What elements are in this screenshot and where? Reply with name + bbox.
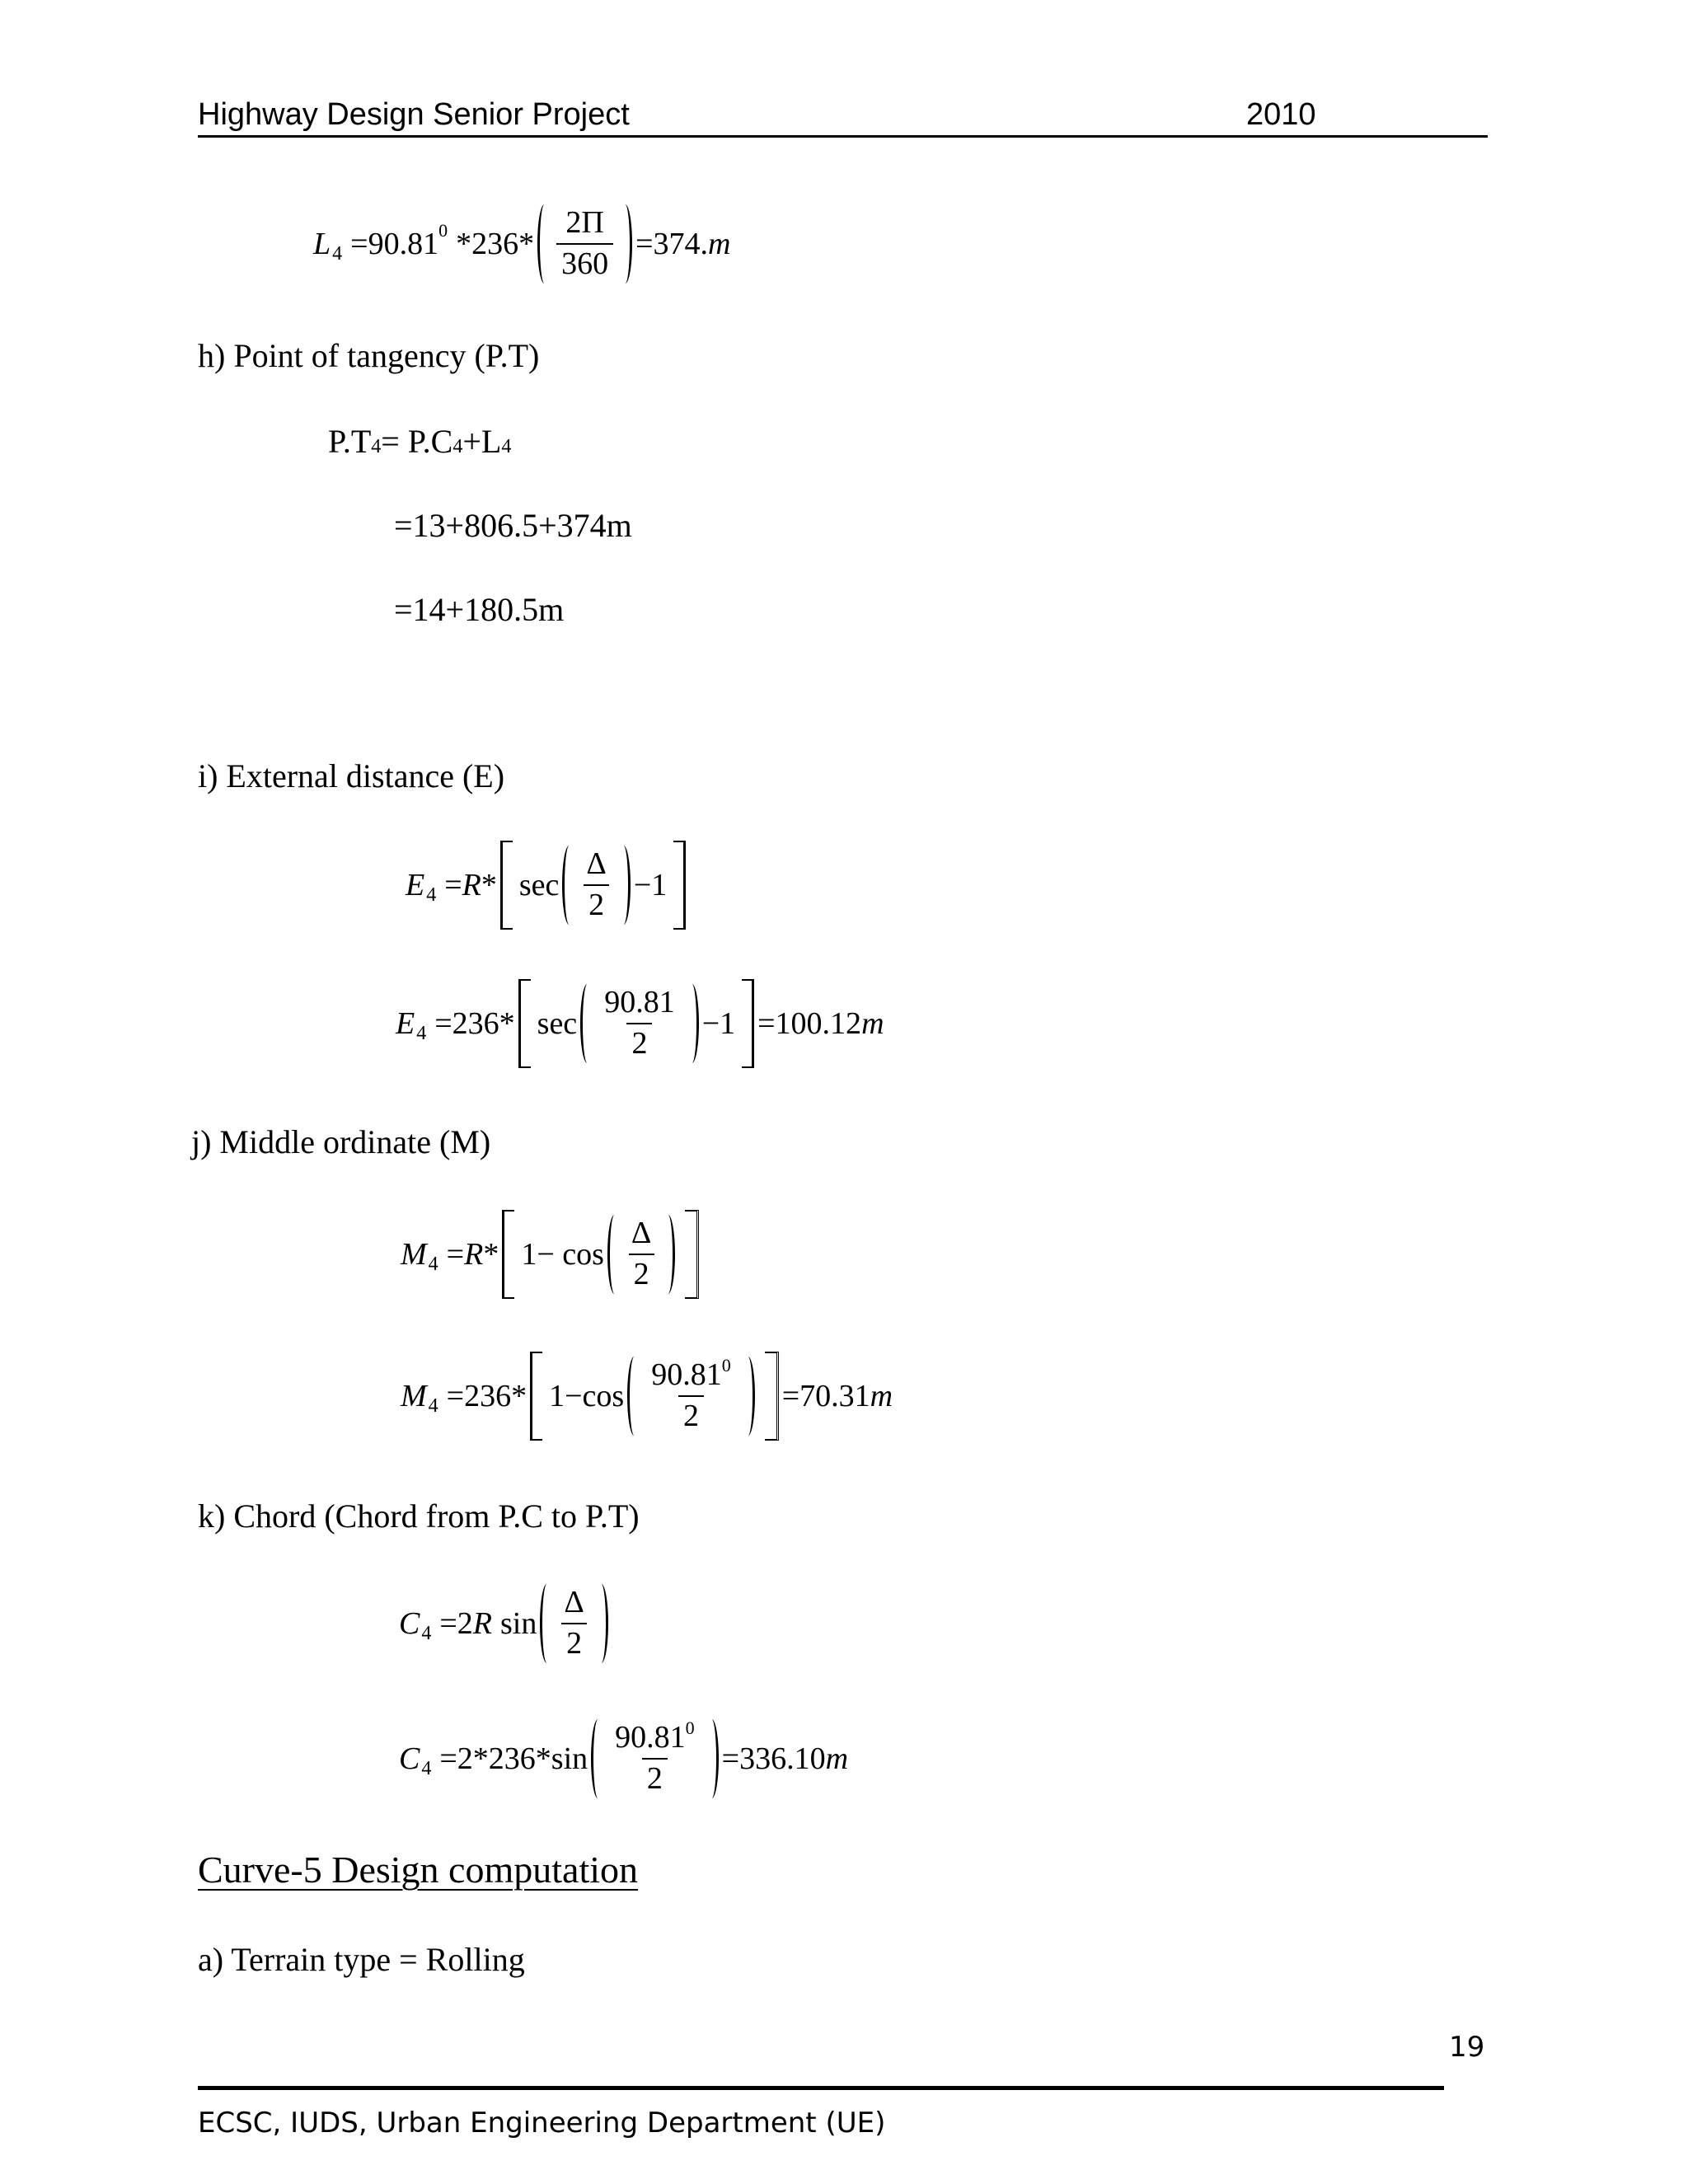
right-bracket bbox=[673, 841, 686, 930]
header-year: 2010 bbox=[1246, 97, 1316, 132]
equation-e4-numeric: E 4 =236* sec $\frac{90.81}{2}$ −1 =100.12 m bbox=[396, 979, 884, 1068]
section-j-title: j) Middle ordinate (M) bbox=[191, 1123, 491, 1160]
section-h-title: h) Point of tangency (P.T) bbox=[198, 337, 540, 374]
equation-m4-general: M 4 = R * 1− cos $\frac{\Delta}{2}$ bbox=[401, 1210, 702, 1299]
fraction: $\frac{2\Pi}{360}$ bbox=[556, 207, 613, 281]
equation-e4-general: E 4 = R * sec $\frac{\Delta}{2}$ −1 bbox=[406, 841, 689, 930]
right-paren bbox=[618, 204, 632, 284]
pt4-line3: =14+180.5m bbox=[394, 591, 565, 628]
equation-c4-general: C 4 =2 R sin $\frac{\Delta}{2}$ bbox=[399, 1584, 612, 1663]
pt4-line2: =13+806.5+374m bbox=[394, 507, 632, 544]
left-bracket bbox=[500, 841, 513, 930]
equation-m4-numeric: M 4 =236* 1−cos $\frac{90.81^0}{2}$ =70.31 m bbox=[401, 1352, 893, 1441]
section-k-title: k) Chord (Chord from P.C to P.T) bbox=[198, 1497, 640, 1535]
pt4-formula: P.T4= P.C4+L4 bbox=[328, 423, 512, 460]
terrain-type-line: a) Terrain type = Rolling bbox=[198, 1941, 525, 1978]
page-number: 19 bbox=[1449, 2031, 1485, 2064]
header-rule bbox=[198, 135, 1488, 138]
footer-rule bbox=[198, 2086, 1444, 2090]
header-title: Highway Design Senior Project bbox=[198, 97, 630, 132]
left-paren bbox=[537, 204, 551, 284]
curve5-heading: Curve-5 Design computation bbox=[198, 1849, 639, 1891]
equation-c4-numeric: C 4 =2*236*sin $\frac{90.81^0}{2}$ =336.10 m bbox=[399, 1719, 848, 1798]
eq-var: L bbox=[313, 227, 331, 261]
section-i-title: i) External distance (E) bbox=[198, 757, 505, 794]
equation-l4: L 4 =90.81 0 *236* $\frac{2\Pi}{360}$ =374. m bbox=[313, 204, 730, 284]
footer-text: ECSC, IUDS, Urban Engineering Department (UE) bbox=[198, 2107, 886, 2139]
